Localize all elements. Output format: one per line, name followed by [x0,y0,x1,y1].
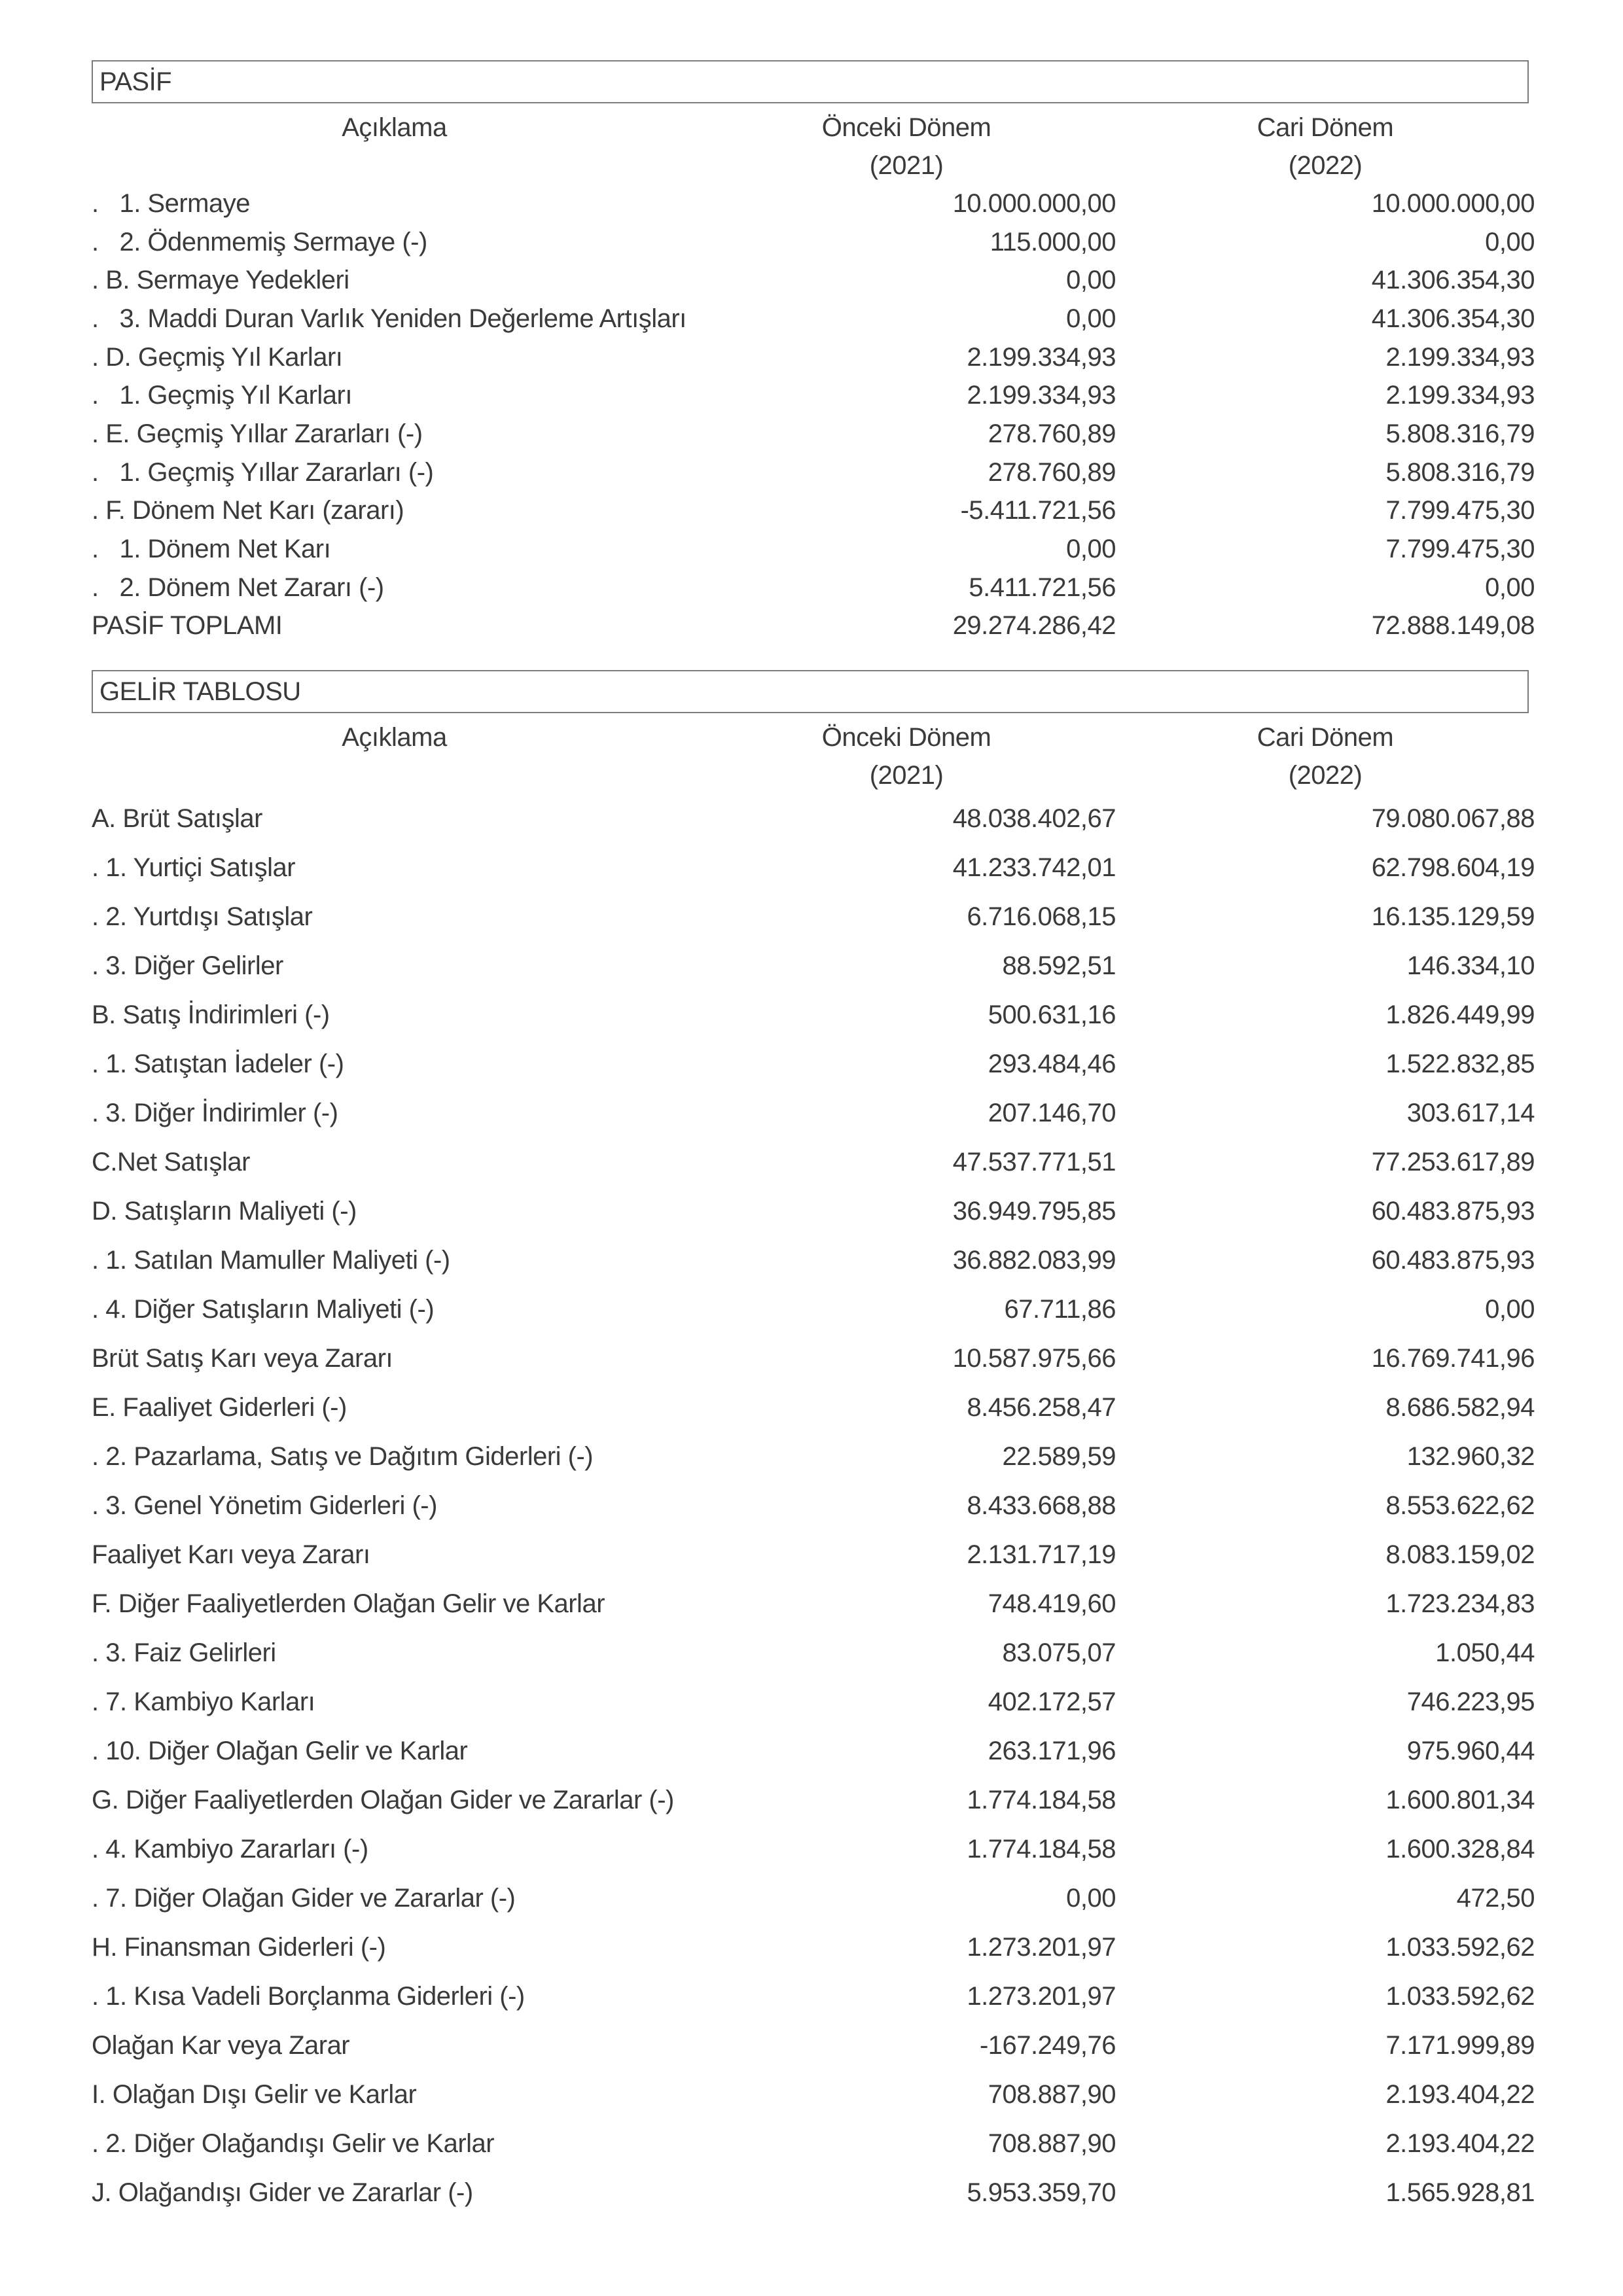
table-row [92,415,1535,453]
row-curr-value: 146.334,10 [1406,951,1535,981]
table-row [92,2070,1535,2119]
row-label: I. Olağan Dışı Gelir ve Karlar [92,2080,417,2110]
row-prev-value: 8.433.668,88 [967,1491,1116,1521]
row-label: . 2. Yurtdışı Satışlar [92,902,313,932]
column-header-onceki-donem: Önceki Dönem [821,722,991,752]
column-header-year-2022: (2022) [1288,760,1363,790]
row-label: Faaliyet Karı veya Zararı [92,1540,370,1570]
row-prev-value: 1.774.184,58 [967,1786,1116,1815]
row-prev-value: 0,00 [1066,1884,1116,1913]
row-curr-value: 0,00 [1485,573,1535,602]
row-prev-value: 278.760,89 [988,457,1116,487]
table-row [92,453,1535,492]
table-row [92,1432,1535,1481]
row-curr-value: 975.960,44 [1406,1737,1535,1766]
column-header-year-2021: (2021) [869,150,944,180]
table-row [92,892,1535,942]
row-prev-value: 0,00 [1066,266,1116,295]
row-prev-value: 36.882.083,99 [952,1246,1116,1275]
table-row [92,1089,1535,1138]
row-label: . D. Geçmiş Yıl Karları [92,342,343,372]
row-curr-value: 41.306.354,30 [1371,304,1535,333]
table-row [92,569,1535,607]
row-label: . 3. Genel Yönetim Giderleri (-) [92,1491,437,1521]
row-prev-value: 5.411.721,56 [969,573,1116,602]
column-header-aciklama: Açıklama [342,722,447,752]
gelir-title-box [92,670,1529,713]
row-prev-value: 2.131.717,19 [967,1540,1116,1570]
row-curr-value: 8.686.582,94 [1385,1393,1535,1422]
row-label: PASİF TOPLAMI [92,611,283,641]
row-curr-value: 60.483.875,93 [1371,1197,1535,1226]
row-label: Brüt Satış Karı veya Zararı [92,1344,393,1373]
row-curr-value: 62.798.604,19 [1371,853,1535,883]
row-curr-value: 2.193.404,22 [1385,2129,1535,2159]
row-label: . 1. Satıştan İadeler (-) [92,1050,344,1079]
row-curr-value: 60.483.875,93 [1371,1246,1535,1275]
gelir-section-title: GELİR TABLOSU [99,677,301,706]
row-curr-value: 5.808.316,79 [1385,419,1535,448]
row-prev-value: 1.273.201,97 [967,1933,1116,1962]
row-prev-value: 748.419,60 [988,1589,1116,1619]
table-row [92,1825,1535,1874]
row-prev-value: 0,00 [1066,535,1116,564]
table-row [92,1236,1535,1285]
row-prev-value: 708.887,90 [988,2129,1116,2159]
row-label: B. Satış İndirimleri (-) [92,1000,330,1030]
row-curr-value: 41.306.354,30 [1371,266,1535,295]
row-prev-value: 115.000,00 [990,227,1116,256]
row-prev-value: 0,00 [1066,304,1116,333]
row-prev-value: 10.000.000,00 [952,188,1116,218]
section-pasif [92,60,1535,645]
row-label: . 7. Kambiyo Karları [92,1687,315,1717]
row-label: D. Satışların Maliyeti (-) [92,1197,357,1226]
row-prev-value: 402.172,57 [988,1687,1116,1717]
table-row [92,1678,1535,1727]
table-row [92,794,1535,843]
pasif-rows [92,185,1535,645]
row-label: . F. Dönem Net Karı (zararı) [92,496,404,525]
row-prev-value: 29.274.286,42 [952,611,1116,641]
row-curr-value: 7.799.475,30 [1385,496,1535,525]
row-prev-value: -167.249,76 [979,2031,1116,2060]
row-curr-value: 8.083.159,02 [1385,1540,1535,1570]
row-curr-value: 16.769.741,96 [1371,1344,1535,1373]
table-row [92,376,1535,415]
row-label: Olağan Kar veya Zarar [92,2031,350,2060]
row-prev-value: 8.456.258,47 [967,1393,1116,1422]
table-row [92,223,1535,262]
row-prev-value: 88.592,51 [1002,951,1116,981]
row-prev-value: 67.711,86 [1004,1295,1116,1324]
row-prev-value: 500.631,16 [988,1000,1116,1030]
row-curr-value: 1.600.328,84 [1385,1835,1535,1864]
row-label: . 1. Kısa Vadeli Borçlanma Giderleri (-) [92,1982,525,2011]
row-label: . E. Geçmiş Yıllar Zararları (-) [92,419,423,448]
table-row [92,1629,1535,1678]
table-row [92,1972,1535,2021]
row-curr-value: 1.826.449,99 [1385,1000,1535,1030]
row-curr-value: 72.888.149,08 [1371,611,1535,641]
row-label: G. Diğer Faaliyetlerden Olağan Gider ve Zararlar (-) [92,1786,674,1815]
row-prev-value: 41.233.742,01 [952,853,1116,883]
row-label: . 4. Diğer Satışların Maliyeti (-) [92,1295,435,1324]
column-header-cari-donem: Cari Dönem [1257,113,1394,142]
table-row [92,1383,1535,1432]
row-curr-value: 1.050,44 [1435,1638,1535,1668]
table-row [92,1874,1535,1923]
row-label: . B. Sermaye Yedekleri [92,266,349,295]
column-header-year-2021: (2021) [869,760,944,790]
row-label: . 3. Maddi Duran Varlık Yeniden Değerleme Artışları [92,304,687,333]
table-row [92,185,1535,223]
row-curr-value: 1.522.832,85 [1385,1050,1535,1079]
pasif-section-title: PASİF [99,67,172,96]
table-row [92,300,1535,338]
row-curr-value: 746.223,95 [1406,1687,1535,1717]
row-label: F. Diğer Faaliyetlerden Olağan Gelir ve Karlar [92,1589,605,1619]
row-prev-value: 278.760,89 [988,419,1116,448]
table-row [92,530,1535,569]
row-prev-value: 5.953.359,70 [967,2178,1116,2208]
row-label: . 7. Diğer Olağan Gider ve Zararlar (-) [92,1884,516,1913]
table-row [92,1040,1535,1089]
row-prev-value: 207.146,70 [988,1099,1116,1128]
row-label: . 1. Satılan Mamuller Maliyeti (-) [92,1246,450,1275]
table-row [92,1187,1535,1236]
table-row [92,1530,1535,1580]
row-label: . 3. Diğer İndirimler (-) [92,1099,338,1128]
table-row [92,2119,1535,2168]
row-label: E. Faaliyet Giderleri (-) [92,1393,347,1422]
gelir-table-header [92,718,1535,756]
row-label: . 2. Ödenmemiş Sermaye (-) [92,227,427,256]
row-label: . 4. Kambiyo Zararları (-) [92,1835,368,1864]
row-prev-value: 36.949.795,85 [952,1197,1116,1226]
gelir-rows [92,794,1535,2217]
row-curr-value: 1.600.801,34 [1385,1786,1535,1815]
row-prev-value: -5.411.721,56 [960,496,1116,525]
row-prev-value: 2.199.334,93 [967,381,1116,410]
section-gelir-tablosu [92,670,1535,2217]
row-prev-value: 293.484,46 [988,1050,1116,1079]
row-label: . 3. Faiz Gelirleri [92,1638,276,1668]
row-curr-value: 1.033.592,62 [1385,1982,1535,2011]
row-curr-value: 132.960,32 [1406,1442,1535,1472]
row-curr-value: 2.199.334,93 [1385,342,1535,372]
column-header-cari-donem: Cari Dönem [1257,722,1394,752]
row-curr-value: 7.799.475,30 [1385,535,1535,564]
row-curr-value: 0,00 [1485,1295,1535,1324]
table-row [92,843,1535,892]
table-row [92,942,1535,991]
table-row [92,1138,1535,1187]
row-label: . 2. Dönem Net Zararı (-) [92,573,384,602]
gelir-table-header-years [92,756,1535,794]
row-curr-value: 7.171.999,89 [1385,2031,1535,2060]
pasif-table-header-years [92,147,1535,185]
column-header-onceki-donem: Önceki Dönem [821,113,991,142]
row-curr-value: 1.565.928,81 [1385,2178,1535,2208]
pasif-table-header [92,109,1535,147]
row-curr-value: 472,50 [1456,1884,1535,1913]
pasif-title-box [92,60,1529,103]
table-row [92,1776,1535,1825]
table-row [92,2168,1535,2217]
row-prev-value: 2.199.334,93 [967,342,1116,372]
table-row [92,492,1535,531]
row-prev-value: 83.075,07 [1002,1638,1116,1668]
row-prev-value: 22.589,59 [1002,1442,1116,1472]
row-curr-value: 2.199.334,93 [1385,381,1535,410]
row-label: H. Finansman Giderleri (-) [92,1933,386,1962]
row-prev-value: 263.171,96 [988,1737,1116,1766]
row-prev-value: 10.587.975,66 [952,1344,1116,1373]
row-label: . 10. Diğer Olağan Gelir ve Karlar [92,1737,468,1766]
table-row [92,261,1535,300]
row-curr-value: 16.135.129,59 [1371,902,1535,932]
row-prev-value: 1.774.184,58 [967,1835,1116,1864]
row-curr-value: 79.080.067,88 [1371,804,1535,834]
row-label: . 2. Diğer Olağandışı Gelir ve Karlar [92,2129,495,2159]
row-label: . 1. Dönem Net Karı [92,535,331,564]
table-row [92,991,1535,1040]
row-prev-value: 48.038.402,67 [952,804,1116,834]
row-label: . 1. Geçmiş Yıl Karları [92,381,352,410]
row-label: . 1. Geçmiş Yıllar Zararları (-) [92,457,434,487]
table-row [92,607,1535,646]
table-row [92,1727,1535,1776]
row-label: A. Brüt Satışlar [92,804,262,834]
row-prev-value: 47.537.771,51 [952,1148,1116,1177]
row-label: . 1. Sermaye [92,188,250,218]
table-row [92,1580,1535,1629]
row-curr-value: 303.617,14 [1406,1099,1535,1128]
row-curr-value: 0,00 [1485,227,1535,256]
table-row [92,1923,1535,1972]
row-label: . 1. Yurtiçi Satışlar [92,853,296,883]
row-label: . 2. Pazarlama, Satış ve Dağıtım Giderleri (-) [92,1442,594,1472]
row-label: C.Net Satışlar [92,1148,250,1177]
table-row [92,338,1535,377]
column-header-aciklama: Açıklama [342,113,447,142]
table-row [92,1285,1535,1334]
row-prev-value: 1.273.201,97 [967,1982,1116,2011]
row-curr-value: 10.000.000,00 [1371,188,1535,218]
row-prev-value: 708.887,90 [988,2080,1116,2110]
row-curr-value: 1.723.234,83 [1385,1589,1535,1619]
row-label: J. Olağandışı Gider ve Zararlar (-) [92,2178,473,2208]
column-header-year-2022: (2022) [1288,150,1363,180]
row-label: . 3. Diğer Gelirler [92,951,283,981]
row-curr-value: 8.553.622,62 [1385,1491,1535,1521]
row-curr-value: 2.193.404,22 [1385,2080,1535,2110]
row-prev-value: 6.716.068,15 [967,902,1116,932]
row-curr-value: 1.033.592,62 [1385,1933,1535,1962]
table-row [92,1334,1535,1383]
row-curr-value: 5.808.316,79 [1385,457,1535,487]
table-row [92,2021,1535,2070]
table-row [92,1481,1535,1530]
row-curr-value: 77.253.617,89 [1371,1148,1535,1177]
